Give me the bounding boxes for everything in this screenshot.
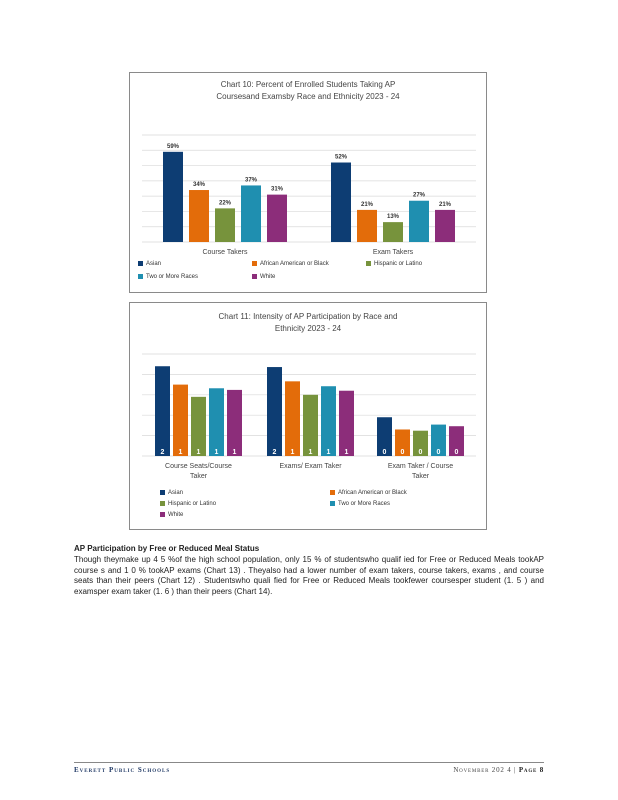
bar-african-american-1	[285, 381, 300, 456]
chart-11-title-line2: Ethnicity 2023 - 24	[274, 324, 342, 333]
category-label: Course Takers	[202, 249, 248, 256]
legend-label: Two or More Races	[338, 501, 391, 507]
bar-white-1	[339, 391, 354, 456]
category-label-line2: Taker	[411, 473, 430, 480]
data-label: 1	[232, 449, 237, 456]
chart-11-title-line1: Chart 11: Intensity of AP Participation by Race and	[218, 312, 398, 321]
footer-page-number: Page 8	[518, 766, 544, 774]
bar-white-1	[435, 210, 455, 242]
legend-item-asian	[138, 259, 161, 270]
data-label: 13%	[386, 214, 400, 221]
section-body: Though theymake up 4 5 %of the high school population, only 15 % of studentswho qualif ied for Free or Reduced Meals tookAP course s and 1 0 % tookAP exams (Chart 13) . Theyalso had a lower number of exam takers, course takers, exams , and course seats than their peers (Chart 12) . Studentswho quali fied for Free or Reduced Meals tookfewer coursesper student (1. 5 ) and examsper exam taker (1. 6 ) than their peers (Chart 14).	[74, 554, 544, 597]
legend-item-hispanic	[160, 499, 216, 510]
bar-asian-0	[163, 152, 183, 242]
data-label: 0	[418, 449, 423, 456]
legend-label: White	[168, 512, 184, 518]
bar-two-or-more-0	[209, 388, 224, 456]
legend-swatch-asian	[138, 261, 143, 266]
data-label: 27%	[412, 192, 426, 199]
bar-hispanic-0	[191, 397, 206, 456]
data-label: 2	[272, 449, 277, 456]
footer-district-name: Everett Public Schools	[74, 766, 171, 774]
bar-african-american-1	[357, 210, 377, 242]
bar-hispanic-0	[215, 208, 235, 242]
legend-label: Hispanic or Latino	[168, 501, 217, 507]
bar-hispanic-1	[303, 395, 318, 456]
bar-african-american-0	[173, 385, 188, 456]
bar-two-or-more-1	[409, 201, 429, 242]
data-label: 2	[160, 449, 165, 456]
chart-10-title-line1: Chart 10: Percent of Enrolled Students Taking AP	[220, 80, 396, 89]
data-label: 1	[178, 449, 183, 456]
bar-white-0	[267, 195, 287, 242]
legend-item-african-american	[330, 488, 407, 499]
data-label: 22%	[218, 200, 232, 207]
data-label: 37%	[244, 177, 258, 184]
data-label: 21%	[360, 201, 374, 208]
category-label: Exams/ Exam Taker	[279, 463, 342, 470]
legend-swatch-hispanic	[160, 501, 165, 506]
bar-asian-1	[331, 163, 351, 242]
data-label: 31%	[270, 186, 284, 193]
legend-label: Asian	[168, 490, 184, 496]
data-label: 21%	[438, 201, 452, 208]
category-label: Exam Takers	[372, 249, 414, 256]
data-label: 59%	[166, 143, 180, 150]
bar-asian-0	[155, 366, 170, 456]
footer-divider	[74, 762, 544, 763]
chart-10-title-line2: Coursesand Examsby Race and Ethnicity 2023 - 24	[216, 92, 400, 101]
data-label: 34%	[192, 182, 206, 189]
bar-two-or-more-1	[321, 386, 336, 456]
legend-swatch-hispanic	[366, 261, 371, 266]
legend-swatch-african-american	[252, 261, 257, 266]
category-label: Course Seats/Course	[165, 463, 232, 470]
data-label: 1	[214, 449, 219, 456]
legend-label: Asian	[146, 261, 162, 267]
bar-white-0	[227, 390, 242, 456]
data-label: 0	[436, 449, 441, 456]
data-label: 1	[196, 449, 201, 456]
data-label: 1	[290, 449, 295, 456]
legend-item-asian	[160, 488, 183, 499]
bar-two-or-more-0	[241, 185, 261, 242]
footer-date-page	[453, 766, 544, 774]
category-label-line2: Taker	[189, 473, 208, 480]
data-label: 1	[308, 449, 313, 456]
legend-swatch-african-american	[330, 490, 335, 495]
legend-label: African American or Black	[260, 261, 329, 267]
legend-item-two-or-more	[138, 272, 198, 283]
legend-item-two-or-more	[330, 499, 390, 510]
legend-item-hispanic	[366, 259, 422, 270]
bar-asian-1	[267, 367, 282, 456]
data-label: 0	[382, 449, 387, 456]
legend-swatch-asian	[160, 490, 165, 495]
ap-participation-frl-section	[74, 544, 544, 598]
section-heading: AP Participation by Free or Reduced Meal Status	[74, 544, 260, 553]
legend-swatch-white	[252, 274, 257, 279]
legend-swatch-two-or-more	[138, 274, 143, 279]
data-label: 52%	[334, 154, 348, 161]
legend-label: White	[260, 274, 276, 280]
category-label: Exam Taker / Course	[387, 463, 454, 470]
chart-10	[129, 72, 487, 293]
legend-label: Hispanic or Latino	[374, 261, 423, 267]
bar-hispanic-1	[383, 222, 403, 242]
legend-label: Two or More Races	[146, 274, 199, 280]
bar-african-american-0	[189, 190, 209, 242]
chart-11-plot	[130, 303, 486, 529]
data-label: 0	[400, 449, 405, 456]
footer-date: November 202 4 |	[453, 766, 519, 774]
legend-label: African American or Black	[338, 490, 407, 496]
legend-swatch-white	[160, 512, 165, 517]
legend-item-white	[252, 272, 275, 283]
data-label: 1	[326, 449, 331, 456]
legend-item-african-american	[252, 259, 329, 270]
chart-11	[129, 302, 487, 530]
legend-item-white	[160, 510, 183, 521]
data-label: 1	[344, 449, 349, 456]
legend-swatch-two-or-more	[330, 501, 335, 506]
data-label: 0	[454, 449, 459, 456]
